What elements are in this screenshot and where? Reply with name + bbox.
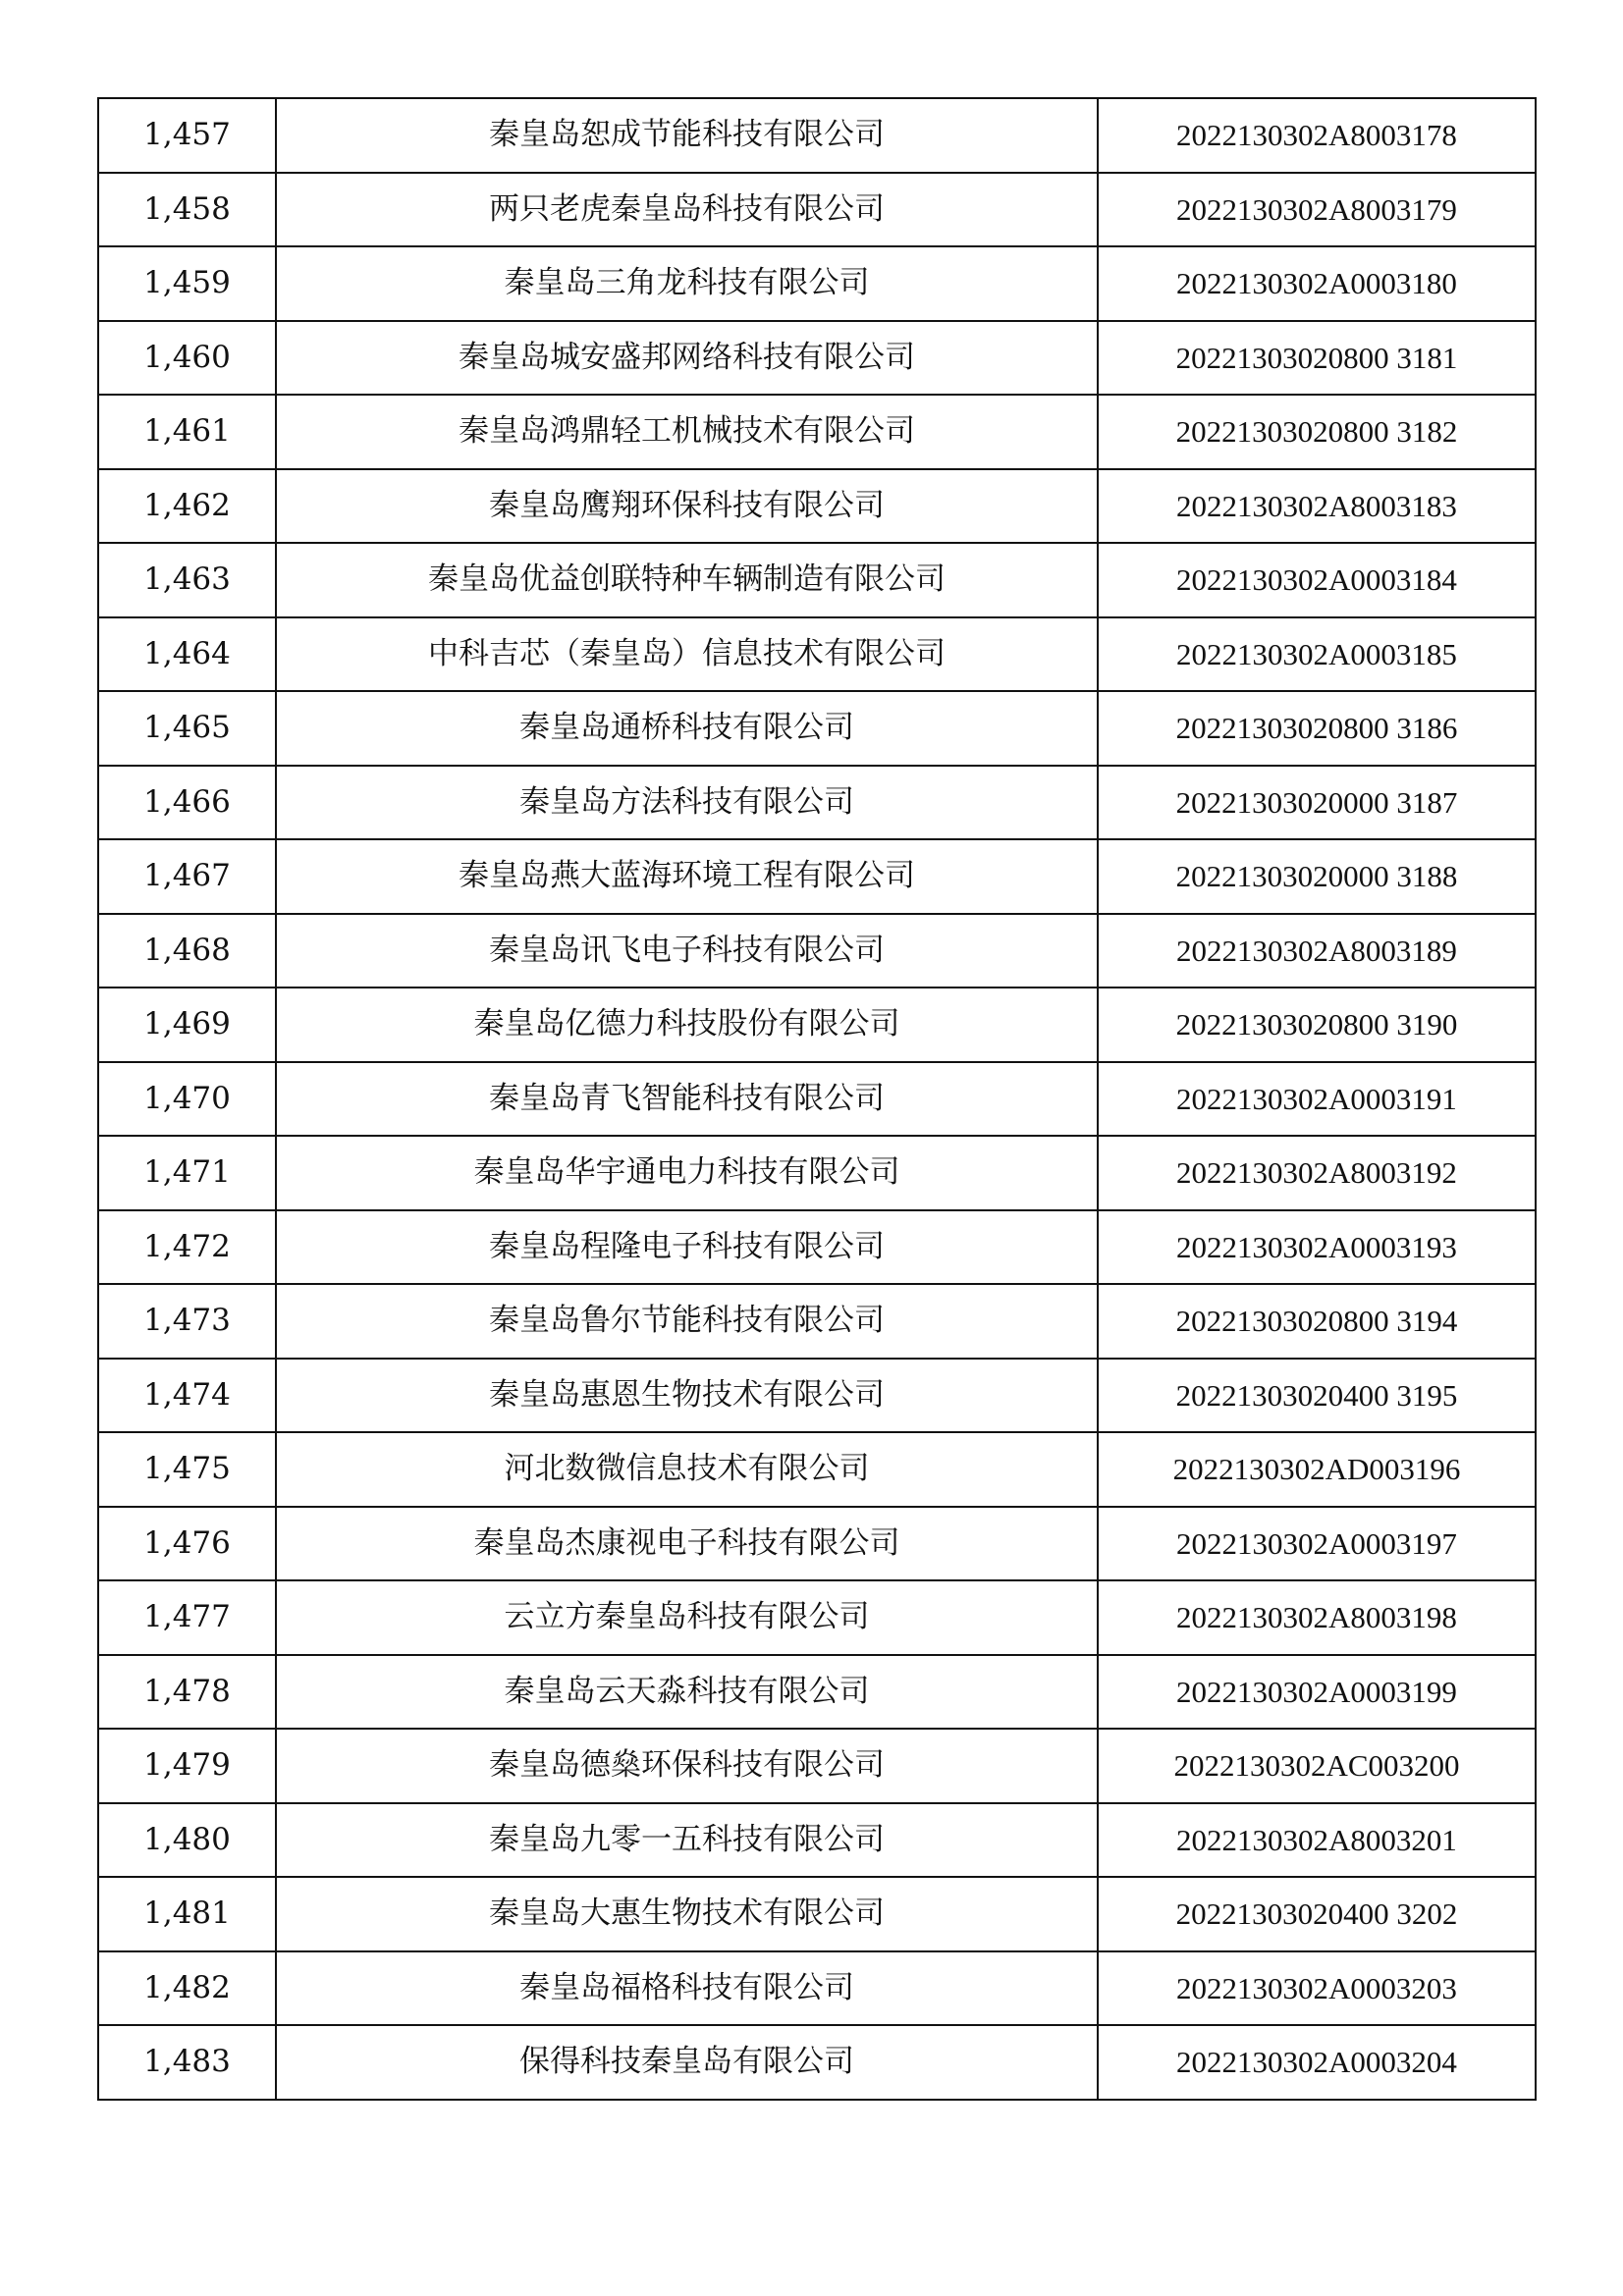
registration-code-cell: 2022130302A8003189 [1098,914,1536,988]
table-row [98,766,1536,840]
company-name-cell: 秦皇岛杰康视电子科技有限公司 [276,1507,1098,1581]
company-name-cell: 秦皇岛惠恩生物技术有限公司 [276,1359,1098,1433]
registration-code-cell: 2022130302A0003185 [1098,617,1536,692]
registration-code-cell: 20221303020800 3181 [1098,321,1536,396]
registration-code-cell: 20221303020000 3187 [1098,766,1536,840]
table-row [98,988,1536,1062]
serial-number-cell: 1,478 [98,1655,276,1730]
registration-code-cell: 2022130302A0003193 [1098,1210,1536,1285]
serial-number-cell: 1,460 [98,321,276,396]
table-row [98,1580,1536,1655]
serial-number-cell: 1,459 [98,246,276,321]
table-row [98,246,1536,321]
company-name-cell: 秦皇岛鸿鼎轻工机械技术有限公司 [276,395,1098,469]
company-name-cell: 云立方秦皇岛科技有限公司 [276,1580,1098,1655]
registration-code-cell: 2022130302A0003197 [1098,1507,1536,1581]
serial-number-cell: 1,479 [98,1729,276,1803]
table-row [98,173,1536,247]
company-name-cell: 秦皇岛鲁尔节能科技有限公司 [276,1284,1098,1359]
company-name-cell: 秦皇岛青飞智能科技有限公司 [276,1062,1098,1137]
serial-number-cell: 1,476 [98,1507,276,1581]
serial-number-cell: 1,463 [98,543,276,617]
registration-code-cell: 2022130302A8003179 [1098,173,1536,247]
company-name-cell: 秦皇岛云天淼科技有限公司 [276,1655,1098,1730]
company-name-cell: 河北数微信息技术有限公司 [276,1432,1098,1507]
serial-number-cell: 1,474 [98,1359,276,1433]
serial-number-cell: 1,475 [98,1432,276,1507]
company-name-cell: 秦皇岛方法科技有限公司 [276,766,1098,840]
table-row [98,691,1536,766]
registration-code-cell: 2022130302A0003204 [1098,2025,1536,2100]
serial-number-cell: 1,457 [98,98,276,173]
registration-code-cell: 20221303020800 3186 [1098,691,1536,766]
table-row [98,98,1536,173]
serial-number-cell: 1,466 [98,766,276,840]
registration-code-cell: 20221303020400 3202 [1098,1877,1536,1951]
registration-code-cell: 2022130302A8003198 [1098,1580,1536,1655]
company-name-cell: 秦皇岛九零一五科技有限公司 [276,1803,1098,1878]
registration-code-cell: 2022130302A0003199 [1098,1655,1536,1730]
table-row [98,1877,1536,1951]
registration-code-cell: 20221303020400 3195 [1098,1359,1536,1433]
table-row [98,321,1536,396]
company-name-cell: 中科吉芯（秦皇岛）信息技术有限公司 [276,617,1098,692]
serial-number-cell: 1,481 [98,1877,276,1951]
registration-code-cell: 20221303020000 3188 [1098,839,1536,914]
company-registry-table [97,97,1537,2101]
serial-number-cell: 1,458 [98,173,276,247]
table-row [98,839,1536,914]
table-row [98,1210,1536,1285]
table-row [98,1432,1536,1507]
table-row [98,1136,1536,1210]
company-name-cell: 秦皇岛通桥科技有限公司 [276,691,1098,766]
company-name-cell: 秦皇岛程隆电子科技有限公司 [276,1210,1098,1285]
registration-code-cell: 2022130302A0003203 [1098,1951,1536,2026]
serial-number-cell: 1,465 [98,691,276,766]
serial-number-cell: 1,461 [98,395,276,469]
registration-code-cell: 2022130302A8003178 [1098,98,1536,173]
company-name-cell: 秦皇岛燕大蓝海环境工程有限公司 [276,839,1098,914]
serial-number-cell: 1,477 [98,1580,276,1655]
registration-code-cell: 2022130302A8003201 [1098,1803,1536,1878]
company-name-cell: 秦皇岛大惠生物技术有限公司 [276,1877,1098,1951]
registration-code-cell: 2022130302A8003183 [1098,469,1536,544]
registration-code-cell: 2022130302AC003200 [1098,1729,1536,1803]
registration-code-cell: 2022130302A0003191 [1098,1062,1536,1137]
table-row [98,1729,1536,1803]
table-row [98,914,1536,988]
table-row [98,1803,1536,1878]
company-name-cell: 秦皇岛华宇通电力科技有限公司 [276,1136,1098,1210]
table-row [98,1507,1536,1581]
registration-code-cell: 20221303020800 3182 [1098,395,1536,469]
table-row [98,1284,1536,1359]
table-row [98,1359,1536,1433]
serial-number-cell: 1,482 [98,1951,276,2026]
serial-number-cell: 1,472 [98,1210,276,1285]
serial-number-cell: 1,469 [98,988,276,1062]
company-name-cell: 秦皇岛优益创联特种车辆制造有限公司 [276,543,1098,617]
table-row [98,395,1536,469]
serial-number-cell: 1,468 [98,914,276,988]
registration-code-cell: 2022130302A0003180 [1098,246,1536,321]
serial-number-cell: 1,473 [98,1284,276,1359]
serial-number-cell: 1,483 [98,2025,276,2100]
registration-code-cell: 2022130302AD003196 [1098,1432,1536,1507]
serial-number-cell: 1,464 [98,617,276,692]
serial-number-cell: 1,471 [98,1136,276,1210]
serial-number-cell: 1,462 [98,469,276,544]
serial-number-cell: 1,480 [98,1803,276,1878]
company-name-cell: 秦皇岛城安盛邦网络科技有限公司 [276,321,1098,396]
registration-code-cell: 20221303020800 3190 [1098,988,1536,1062]
table-row [98,2025,1536,2100]
table-row [98,1062,1536,1137]
company-name-cell: 秦皇岛讯飞电子科技有限公司 [276,914,1098,988]
table-row [98,617,1536,692]
table-row [98,469,1536,544]
company-name-cell: 秦皇岛亿德力科技股份有限公司 [276,988,1098,1062]
registration-code-cell: 2022130302A8003192 [1098,1136,1536,1210]
company-name-cell: 两只老虎秦皇岛科技有限公司 [276,173,1098,247]
table-body [98,98,1536,2100]
table-row [98,543,1536,617]
company-name-cell: 秦皇岛鹰翔环保科技有限公司 [276,469,1098,544]
registration-code-cell: 2022130302A0003184 [1098,543,1536,617]
serial-number-cell: 1,467 [98,839,276,914]
table-row [98,1951,1536,2026]
company-name-cell: 秦皇岛德燊环保科技有限公司 [276,1729,1098,1803]
serial-number-cell: 1,470 [98,1062,276,1137]
company-name-cell: 秦皇岛恕成节能科技有限公司 [276,98,1098,173]
company-name-cell: 秦皇岛福格科技有限公司 [276,1951,1098,2026]
company-name-cell: 秦皇岛三角龙科技有限公司 [276,246,1098,321]
registration-code-cell: 20221303020800 3194 [1098,1284,1536,1359]
table-row [98,1655,1536,1730]
company-name-cell: 保得科技秦皇岛有限公司 [276,2025,1098,2100]
